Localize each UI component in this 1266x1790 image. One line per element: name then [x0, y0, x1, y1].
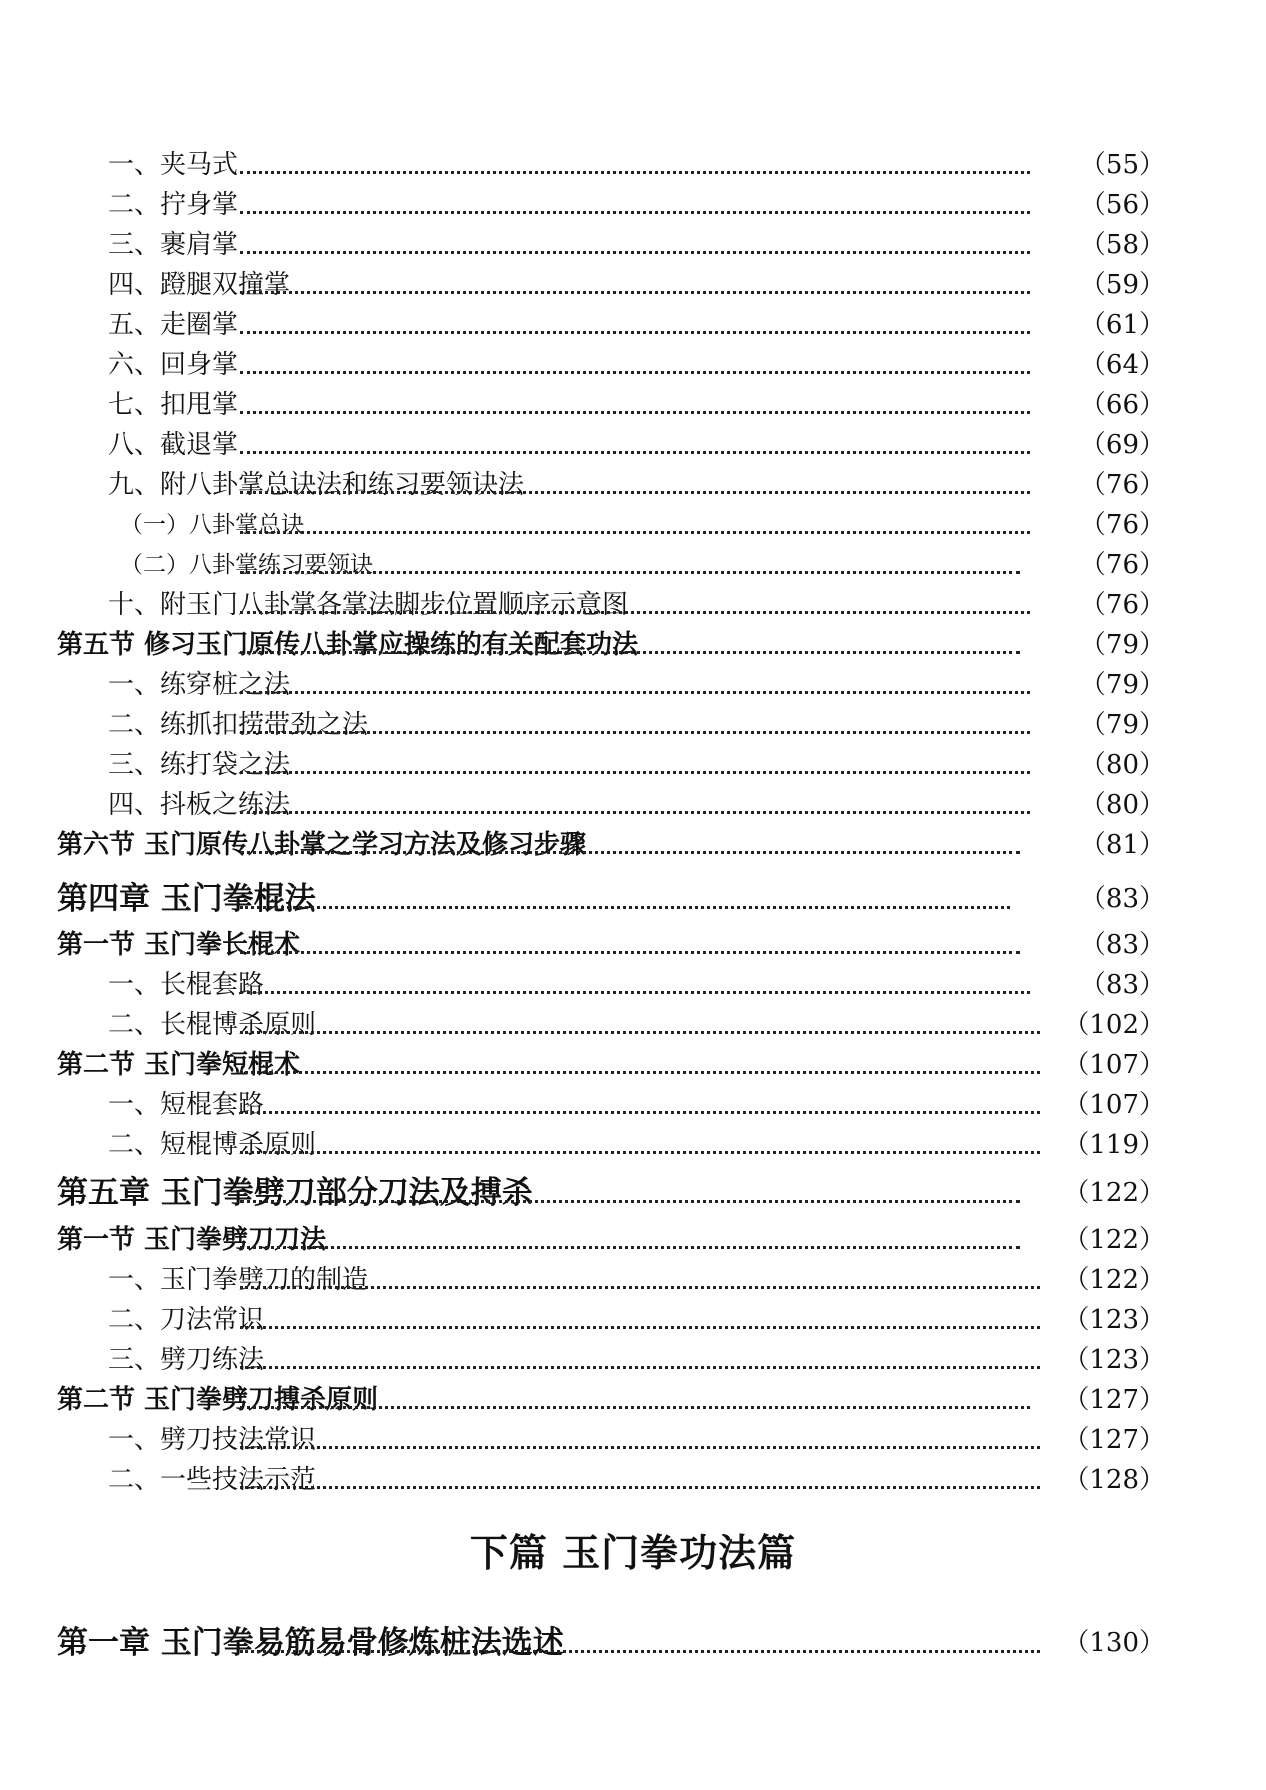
leader-dots	[240, 811, 1030, 814]
toc-entry	[0, 705, 1266, 745]
toc-entry	[0, 385, 1266, 425]
entry-title: 一、劈刀技法常识	[108, 1420, 318, 1460]
leader-dots	[240, 691, 1030, 694]
entry-title: 三、裹肩掌	[108, 225, 240, 265]
entry-title: 一、玉门拳劈刀的制造	[108, 1260, 370, 1300]
entry-title: 九、附八卦掌总诀法和练习要领诀法	[108, 465, 526, 505]
toc-entry	[0, 185, 1266, 225]
entry-title: 二、刀法常识	[108, 1300, 266, 1340]
toc-entry	[0, 1380, 1266, 1420]
leader-dots	[240, 251, 1030, 254]
page-number: （56）	[1079, 190, 1165, 220]
leader-dots	[240, 1071, 1040, 1074]
toc-entry	[0, 305, 1266, 345]
leader-dots	[240, 211, 1030, 214]
toc-entry	[0, 1085, 1266, 1125]
page-number: （81）	[1079, 830, 1165, 860]
page-number: （127）	[1063, 1425, 1165, 1455]
leader-dots	[240, 1486, 1040, 1489]
page-number: （102）	[1063, 1010, 1165, 1040]
page-number: （59）	[1079, 270, 1165, 300]
leader-dots	[240, 1326, 1040, 1329]
leader-dots	[240, 531, 1030, 534]
leader-dots	[240, 1286, 1040, 1289]
chapter-entry	[0, 1170, 1266, 1216]
entry-title: 一、练穿桩之法	[108, 665, 292, 705]
toc-entry	[0, 1340, 1266, 1380]
toc-entry	[0, 1300, 1266, 1340]
toc-entry	[0, 585, 1266, 625]
entry-title: 二、练抓扣捞带劲之法	[108, 705, 370, 745]
toc-entry	[0, 545, 1266, 585]
entry-title: 一、长棍套路	[108, 965, 266, 1005]
page-number: （80）	[1079, 790, 1165, 820]
part-heading: 下篇 玉门拳功法篇	[469, 1530, 797, 1575]
entry-title: （一）八卦掌总诀	[120, 505, 306, 545]
toc-entry	[0, 1260, 1266, 1300]
leader-dots	[240, 731, 1030, 734]
chapter-title: 第五章 玉门拳劈刀部分刀法及搏杀	[57, 1170, 535, 1216]
entry-title: 二、短棍博杀原则	[108, 1125, 318, 1165]
leader-dots	[240, 771, 1030, 774]
toc-entry	[0, 1125, 1266, 1165]
leader-dots	[240, 291, 1030, 294]
toc-entry	[0, 1460, 1266, 1500]
entry-title: 第六节 玉门原传八卦掌之学习方法及修习步骤	[57, 825, 588, 865]
toc-entry	[0, 1220, 1266, 1260]
page-number: （80）	[1079, 750, 1165, 780]
entry-title: 三、劈刀练法	[108, 1340, 266, 1380]
leader-dots	[240, 906, 1010, 909]
entry-title: 五、走圈掌	[108, 305, 240, 345]
toc-entry	[0, 665, 1266, 705]
leader-dots	[240, 1366, 1040, 1369]
page-number: （66）	[1079, 390, 1165, 420]
entry-title: 十、附玉门八卦掌各掌法脚步位置顺序示意图	[108, 585, 630, 625]
leader-dots	[240, 411, 1030, 414]
entry-title: 三、练打袋之法	[108, 745, 292, 785]
chapter-title: 第一章 玉门拳易筋易骨修炼桩法选述	[57, 1620, 566, 1666]
leader-dots	[240, 991, 1030, 994]
leader-dots	[240, 1446, 1040, 1449]
entry-title: 二、长棍博杀原则	[108, 1005, 318, 1045]
page-number: （123）	[1063, 1345, 1165, 1375]
page-number: （55）	[1079, 150, 1165, 180]
leader-dots	[240, 1151, 1040, 1154]
page-number: （107）	[1063, 1050, 1165, 1080]
page-number: （64）	[1079, 350, 1165, 380]
toc-entry	[0, 225, 1266, 265]
page-number: （83）	[1079, 884, 1165, 914]
toc-entry	[0, 505, 1266, 545]
chapter-entry	[0, 876, 1266, 922]
leader-dots	[240, 1650, 1040, 1653]
toc-entry	[0, 825, 1266, 865]
leader-dots	[240, 1406, 1030, 1409]
entry-title: 二、拧身掌	[108, 185, 240, 225]
leader-dots	[240, 1031, 1040, 1034]
entry-title: 一、夹马式	[108, 145, 240, 185]
page-number: （83）	[1079, 970, 1165, 1000]
page-number: （127）	[1063, 1385, 1165, 1415]
toc-entry	[0, 1420, 1266, 1460]
page-number: （58）	[1079, 230, 1165, 260]
leader-dots	[240, 331, 1030, 334]
page-number: （122）	[1063, 1225, 1165, 1255]
leader-dots	[240, 371, 1030, 374]
page-number: （79）	[1079, 670, 1165, 700]
entry-title: 第一节 玉门拳劈刀刀法	[57, 1220, 328, 1260]
page-number: （83）	[1079, 930, 1165, 960]
page-number: （76）	[1079, 470, 1165, 500]
entry-title: 第二节 玉门拳劈刀搏杀原则	[57, 1380, 380, 1420]
toc-entry	[0, 265, 1266, 305]
leader-dots	[240, 611, 1030, 614]
toc-entry	[0, 745, 1266, 785]
page-number: （76）	[1079, 510, 1165, 540]
entry-title: 第一节 玉门拳长棍术	[57, 925, 302, 965]
page-number: （79）	[1079, 630, 1165, 660]
toc-entry	[0, 465, 1266, 505]
entry-title: 第五节 修习玉门原传八卦掌应操练的有关配套功法	[57, 625, 640, 665]
page-number: （107）	[1063, 1090, 1165, 1120]
page-number: （76）	[1079, 550, 1165, 580]
leader-dots	[240, 571, 1020, 574]
page-number: （79）	[1079, 710, 1165, 740]
page-number: （76）	[1079, 590, 1165, 620]
leader-dots	[240, 451, 1030, 454]
toc-entry	[0, 1005, 1266, 1045]
entry-title: 四、抖板之练法	[108, 785, 292, 825]
chapter-entry	[0, 1620, 1266, 1666]
leader-dots	[240, 1246, 1020, 1249]
page-number: （69）	[1079, 430, 1165, 460]
entry-title: 八、截退掌	[108, 425, 240, 465]
page-number: （119）	[1063, 1130, 1165, 1160]
page-number: （122）	[1063, 1178, 1165, 1208]
toc-entry	[0, 425, 1266, 465]
toc-entry	[0, 785, 1266, 825]
leader-dots	[240, 851, 1020, 854]
toc-entry	[0, 345, 1266, 385]
page-number: （130）	[1063, 1628, 1165, 1658]
entry-title: 六、回身掌	[108, 345, 240, 385]
entry-title: 四、蹬腿双撞掌	[108, 265, 292, 305]
toc-entry	[0, 625, 1266, 665]
entry-title: 二、一些技法示范	[108, 1460, 318, 1500]
page-number: （122）	[1063, 1265, 1165, 1295]
entry-title: （二）八卦掌练习要领诀	[120, 545, 375, 585]
leader-dots	[240, 651, 1020, 654]
page-number: （123）	[1063, 1305, 1165, 1335]
leader-dots	[240, 171, 1030, 174]
leader-dots	[240, 951, 1020, 954]
toc-entry	[0, 925, 1266, 965]
entry-title: 第二节 玉门拳短棍术	[57, 1045, 302, 1085]
leader-dots	[240, 491, 1030, 494]
page-number: （128）	[1063, 1465, 1165, 1495]
toc-entry	[0, 965, 1266, 1005]
leader-dots	[240, 1111, 1040, 1114]
toc-entry	[0, 145, 1266, 185]
entry-title: 一、短棍套路	[108, 1085, 266, 1125]
toc-entry	[0, 1045, 1266, 1085]
chapter-title: 第四章 玉门拳棍法	[57, 876, 318, 922]
entry-title: 七、扣甩掌	[108, 385, 240, 425]
page-number: （61）	[1079, 310, 1165, 340]
leader-dots	[240, 1200, 1020, 1203]
